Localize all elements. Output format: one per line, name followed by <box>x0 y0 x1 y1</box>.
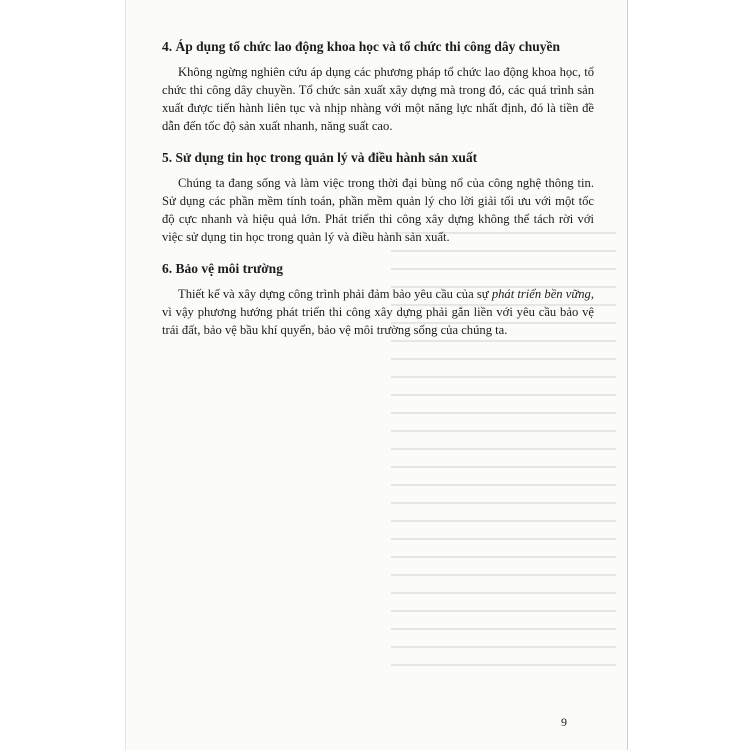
section-5-heading: 5. Sử dụng tin học trong quản lý và điều hành sản xuất <box>162 150 478 165</box>
section-6-emphasis: phát triển bền vững <box>491 287 591 301</box>
page-number: 9 <box>561 715 567 729</box>
section-6-paragraph <box>162 285 594 339</box>
section-6-heading: 6. Bảo vệ môi trường <box>162 261 283 276</box>
section-6-text-before: Thiết kế và xây dựng công trình phải đảm bảo yêu cầu của sự <box>178 287 492 301</box>
section-6-text-after: , vì vậy phương hướng phát triển thi công xây dựng phải gắn liền với yêu cầu bảo vệ trái đất, bảo vệ bầu khí quyển, bảo vệ môi trường sống của chúng ta. <box>162 287 594 337</box>
section-5-paragraph: Chúng ta đang sống và làm việc trong thời đại bùng nổ của công nghệ thông tin. Sử dụng các phần mềm tính toán, phần mềm quản lý cho lời giải tối ưu với một tốc độ cực nhanh và hiệu quả lớn. Phát triển thi công xây dựng không thể tách rời với việc sử dụng tin học trong quản lý và điều hành sản xuất. <box>162 176 594 244</box>
section-4-heading: 4. Áp dụng tổ chức lao động khoa học và tổ chức thi công dây chuyền <box>162 39 561 54</box>
page-content <box>162 38 594 353</box>
section-4-paragraph: Không ngừng nghiên cứu áp dụng các phương pháp tổ chức lao động khoa học, tổ chức thi công dây chuyền. Tổ chức sản xuất xây dựng mà trong đó, các quá trình sản xuất được tiến hành liên tục và nhịp nhàng với một năng lực nhất định, đó là tiền đề dẫn đến tốc độ sản xuất nhanh, năng suất cao. <box>162 65 594 133</box>
document-page <box>125 0 628 750</box>
